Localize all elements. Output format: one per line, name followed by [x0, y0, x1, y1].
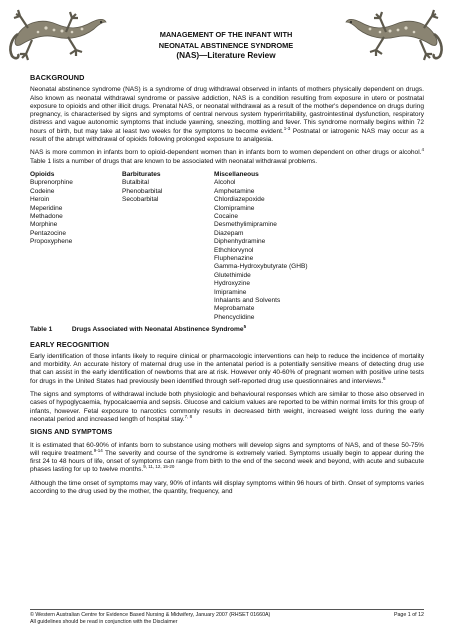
citation: 4	[421, 147, 424, 153]
table-header-row	[30, 171, 414, 179]
miscellaneous-cell: Desmethylimipramine	[214, 221, 277, 229]
table-row	[30, 238, 414, 246]
barbiturate-cell: Secobarbital	[122, 196, 159, 204]
opioid-cell	[30, 280, 122, 288]
opioid-cell: Morphine	[30, 221, 58, 229]
table-row	[30, 289, 414, 297]
opioid-cell: Pentazocine	[30, 229, 67, 237]
barbiturate-cell	[122, 297, 214, 305]
footer-divider	[30, 609, 424, 610]
early-p2-text: The signs and symptoms of withdrawal include both physiologic and behavioural responses which are similar to those also observed in cases of hypoglycaemia, hypocalcaemia and sepsis. Glucose and calcium values are reported to be within normal limits for this group of infants, however. Fetal exposure to narcotics commonly results in decreased birth weight, increased weight loss during the early neonatal period and increased length of hospital stay.	[30, 391, 424, 423]
gecko-logo-right	[342, 4, 446, 66]
early-paragraph-1	[30, 353, 424, 386]
barbiturate-cell	[122, 230, 214, 238]
opioid-cell	[30, 272, 122, 280]
opioid-cell: Propoxyphene	[30, 238, 73, 246]
barbiturate-cell	[122, 314, 214, 322]
background-p2-tail: Table 1 lists a number of drugs that are known to be associated with neonatal withdrawal problems.	[30, 157, 318, 165]
miscellaneous-cell: Diazepam	[214, 229, 244, 237]
signs-symptoms-heading: SIGNS AND SYMPTOMS	[30, 429, 113, 437]
footer-row	[30, 612, 424, 619]
barbiturate-cell	[122, 263, 214, 271]
barbiturate-cell	[122, 247, 214, 255]
barbiturate-cell	[122, 213, 214, 221]
table-row	[30, 188, 414, 196]
citation: 9-14	[93, 447, 103, 453]
drug-table-body	[30, 179, 414, 322]
miscellaneous-cell: Phencyclidine	[214, 313, 255, 321]
barbiturate-cell: Butalbital	[122, 179, 149, 187]
barbiturate-cell	[122, 255, 214, 263]
background-paragraph-2	[30, 149, 424, 166]
miscellaneous-cell: Gamma-Hydroxybutyrate (GHB)	[214, 263, 308, 271]
opioid-cell: Codeine	[30, 187, 55, 195]
citation: 9, 11, 12, 15-20	[143, 464, 175, 470]
table-row	[30, 230, 414, 238]
opioid-cell	[30, 314, 122, 322]
table-caption	[30, 326, 424, 334]
opioid-cell	[30, 263, 122, 271]
miscellaneous-cell: Cocaine	[214, 213, 239, 220]
column-header-miscellaneous: Miscellaneous	[214, 170, 259, 178]
document-title	[120, 30, 332, 62]
barbiturate-cell	[122, 305, 214, 313]
miscellaneous-cell: Meprobamate	[214, 305, 255, 313]
miscellaneous-cell: Glutethimide	[214, 271, 251, 279]
signs-paragraph-2: Although the time onset of symptoms may vary, 90% of infants will display symptoms within 96 hours of birth. Onset of symptoms varies according to the drug used by the mother, the quantity, frequency, and	[30, 479, 424, 496]
opioid-cell	[30, 255, 122, 263]
early-paragraph-2	[30, 391, 424, 424]
page-footer	[30, 612, 424, 626]
barbiturate-cell: Phenobarbital	[122, 187, 163, 195]
table-row	[30, 213, 414, 221]
table-row	[30, 297, 414, 305]
miscellaneous-cell: Alcohol	[214, 179, 236, 187]
citation: 5	[243, 324, 247, 330]
citation: 1-3	[283, 125, 291, 131]
miscellaneous-cell: Inhalants and Solvents	[214, 297, 281, 305]
table-row	[30, 305, 414, 313]
miscellaneous-cell: Clomipramine	[214, 204, 255, 212]
background-p1-text: Neonatal abstinence syndrome (NAS) is a syndrome of drug withdrawal observed in infants of mothers physically dependent on drugs. Also known as neonatal withdrawal syndrome or passive addiction, NAS is a condition resulting from exposure in utero or postnatal exposure to opioids and other illicit drugs. Prenatal NAS, or neonatal withdrawal as a result of the mother's dependence on drugs during pregnancy, is characterised by signs and symptoms of central nervous system hyperirritability, gastrointestinal dysfunction, respiratory distress and vague autonomic symptoms that include yawning, sneezing, mottling and fever. This syndrome normally begins within 72 hours of birth, but may take at least two weeks for the symptoms to become evident.	[30, 86, 424, 135]
table-row	[30, 314, 414, 322]
document-body	[30, 74, 424, 501]
table-row	[30, 179, 414, 187]
table-row	[30, 263, 414, 271]
title-line-2: NEONATAL ABSTINENCE SYNDROME	[158, 40, 294, 50]
table-caption-text: Drugs Associated with Neonatal Abstinence Syndrome	[71, 326, 244, 334]
opioid-cell: Methadone	[30, 213, 63, 220]
footer-copyright: © Western Australian Centre for Evidence Based Nursing & Midwifery, January 2007 (RHSET 01660A)	[30, 612, 271, 618]
table-row	[30, 255, 414, 263]
signs-p1-mid: The severity and course of the syndrome is extremely varied. Symptoms usually begin to appear during the first 24 to 48 hours of life, onset of symptoms can range from birth to the end of the second week and beyond, with acute and subacute phases lasting for up to twelve months.	[30, 449, 424, 474]
footer-disclaimer: All guidelines should be read in conjunction with the Disclaimer	[30, 619, 178, 625]
early-p1-text: Early identification of those infants likely to require clinical or pharmacologic interventions can help to reduce the incidence of mortality and morbidity. An accurate history of maternal drug use in the antenatal period is a potentially sensitive means of detecting drug use that can assist in the early identification of newborns that are at risk. However only 40-60% of pregnant women with positive urine tests for drugs in the United States had previously been identified through self-reported drug use questionnaires and interviews.	[30, 352, 424, 385]
barbiturate-cell	[122, 221, 214, 229]
title-line-3: (NAS)—Literature Review	[176, 51, 276, 60]
table-row	[30, 272, 414, 280]
footer-page-number: Page 1 of 12	[393, 612, 424, 618]
table-row	[30, 280, 414, 288]
miscellaneous-cell: Ethchlorvynol	[214, 246, 254, 254]
miscellaneous-cell: Imipramine	[214, 288, 247, 296]
column-header-barbiturates: Barbiturates	[122, 170, 161, 178]
column-header-opioids: Opioids	[30, 170, 55, 178]
title-line-1: MANAGEMENT OF THE INFANT WITH	[159, 30, 293, 39]
barbiturate-cell	[122, 238, 214, 246]
background-p1-tail: Postnatal or iatrogenic NAS may occur as a result of the abrupt withdrawal of opioids following prolonged exposure to analgesia.	[30, 127, 424, 144]
opioid-cell	[30, 247, 122, 255]
miscellaneous-cell: Diphenhydramine	[214, 238, 266, 246]
miscellaneous-cell: Chlordiazepoxide	[214, 196, 265, 204]
opioid-cell: Meperidine	[30, 204, 63, 212]
table-row	[30, 196, 414, 204]
gecko-logo-left	[6, 4, 110, 66]
citation: 7, 8	[184, 413, 193, 419]
early-recognition-heading: EARLY RECOGNITION	[30, 339, 110, 349]
barbiturate-cell	[122, 280, 214, 288]
opioid-cell: Heroin	[30, 196, 50, 204]
barbiturate-cell	[122, 205, 214, 213]
barbiturate-cell	[122, 289, 214, 297]
miscellaneous-cell: Fluphenazine	[214, 255, 254, 263]
background-heading: BACKGROUND	[30, 73, 85, 82]
background-paragraph-1	[30, 86, 424, 144]
drug-table	[30, 171, 414, 322]
table-caption-label: Table 1	[30, 326, 53, 334]
background-p2-text: NAS is more common in infants born to opioid-dependent women than in infants born to women dependent on other drugs or alcohol.	[30, 149, 422, 157]
opioid-cell	[30, 305, 122, 313]
signs-p1-text: It is estimated that 60-90% of infants born to substance using mothers will develop signs and symptoms of NAS, and of these 50-75% will require treatment.	[30, 441, 424, 457]
opioid-cell	[30, 297, 122, 305]
opioid-cell: Buprenorphine	[30, 179, 73, 187]
table-row	[30, 205, 414, 213]
opioid-cell	[30, 289, 122, 297]
barbiturate-cell	[122, 272, 214, 280]
table-row	[30, 247, 414, 255]
citation: 6	[383, 375, 386, 381]
table-row	[30, 221, 414, 229]
miscellaneous-cell: Amphetamine	[214, 187, 255, 195]
signs-paragraph-1	[30, 442, 424, 475]
miscellaneous-cell: Hydroxyzine	[214, 280, 251, 288]
